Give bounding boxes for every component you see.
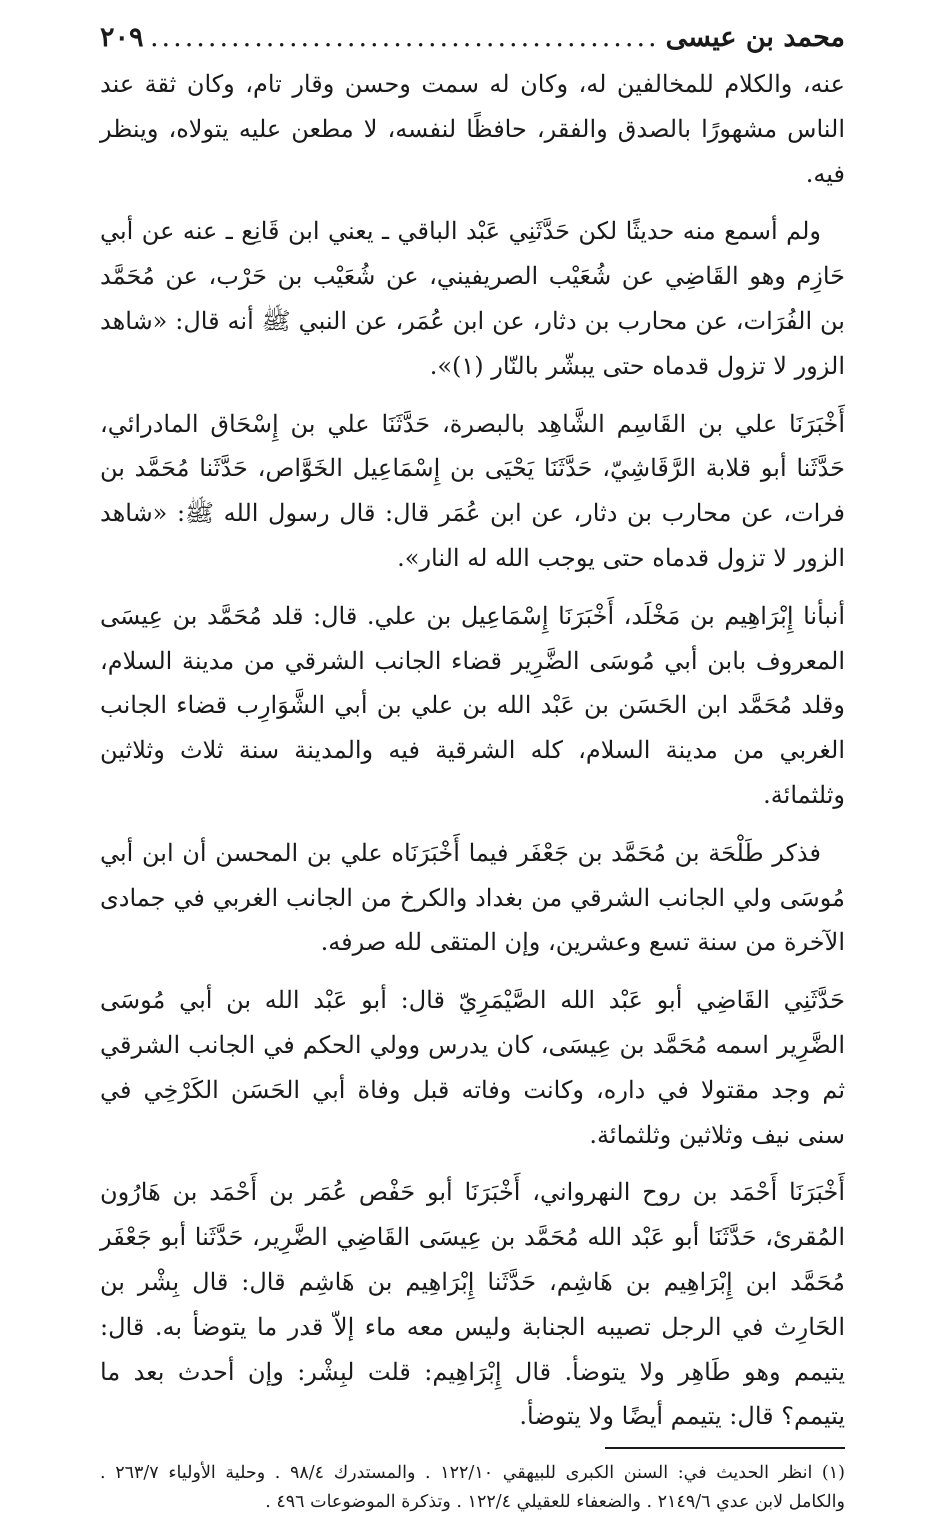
footnotes — [100, 1459, 845, 1517]
paragraph-5: فذكر طَلْحَة بن مُحَمَّد بن جَعْفَر فيما أَخْبَرَنَاه علي بن المحسن أن ابن أبي مُوسَى ولي الجانب الشرقي من بغداد والكرخ من الجانب الغربي في جمادى الآخرة من سنة تسع وعشرين، وإن المتقى لله صرفه. — [100, 838, 845, 957]
paragraph-4: أنبأنا إِبْرَاهِيم بن مَخْلَد، أَخْبَرَنَا إِسْمَاعِيل بن علي. قال: قلد مُحَمَّد بن عِيسَى المعروف بابن أبي مُوسَى الضَّرِير قضاء الجانب الشرقي من مدينة السلام، وقلد مُحَمَّد ابن الحَسَن بن عَبْد الله بن علي بن أبي الشَّوَارِب قضاء الجانب الغربي من مدينة السلام، كله الشرقية فيه والمدينة سنة ثلاث وثلاثين وثلثمائة. — [100, 601, 845, 809]
running-header — [100, 18, 845, 62]
paragraph-2: ولم أسمع منه حديثًا لكن حَدَّثَنِي عَبْد الباقي ـ يعني ابن قَانِع ـ عنه عن أبي حَازِم وهو القَاضِي عن شُعَيْب الصريفيني، عن شُعَيْب بن حَرْب، عن مُحَمَّد بن الفُرَات، عن محارب بن دثار، عن ابن عُمَر، عن النبي ﷺ أنه قال: «شاهد الزور لا تزول قدماه حتى يبشّر بالنّار (١)». — [100, 217, 845, 380]
paragraph-3: أَخْبَرَنَا علي بن القَاسِم الشَّاهِد بالبصرة، حَدَّثَنَا علي بن إِسْحَاق المادرائي، حَدَّثَنا أبو قلابة الرَّقَاشِيّ، حَدَّثَنَا يَحْيَى بن إِسْمَاعِيل الخَوَّاص، حَدَّثَنا مُحَمَّد بن فرات، عن محارب بن دثار، عن ابن عُمَر قال: قال رسول الله ﷺ: «شاهد الزور لا تزول قدماه حتى يوجب الله له النار». — [100, 409, 845, 572]
paragraph-7: أَخْبَرَنَا أَحْمَد بن روح النهرواني، أَخْبَرَنَا أبو حَفْص عُمَر بن أَحْمَد بن هَارُون المُقرئ، حَدَّثَنَا أبو عَبْد الله مُحَمَّد بن عِيسَى القَاضِي الضَّرِير، حَدَّثَنا أبو جَعْفَر مُحَمَّد ابن إِبْرَاهِيم بن هَاشِم، حَدَّثَنا إِبْرَاهِيم بن هَاشِم قال: قال بِشْر بن الحَارِث في الرجل تصيبه الجنابة وليس معه ماء إلاّ قدر ما يتوضأ به. قال: يتيمم وهو طَاهِر ولا يتوضأ. قال إِبْرَاهِيم: قلت لبِشْر: وإن أحدث بعد ما يتيمم؟ قال: يتيمم أيضًا ولا يتوضأ. — [100, 1178, 845, 1431]
page-number: ٢٠٩ — [100, 22, 144, 53]
footnote-divider — [605, 1447, 845, 1449]
paragraph-6: حَدَّثَنِي القَاضِي أبو عَبْد الله الصَّيْمَرِيّ قال: أبو عَبْد الله بن أبي مُوسَى الضَّرِير اسمه مُحَمَّد بن عِيسَى، كان يدرس وولي الحكم في الجانب الشرقي ثم وجد مقتولا في داره، وكانت وفاته قبل وفاة أبي الحَسَن الكَرْخِي في سنى نيف وثلاثين وثلثمائة. — [100, 986, 845, 1149]
paragraph-1: عنه، والكلام للمخالفين له، وكان له سمت وحسن وقار تام، وكان ثقة عند الناس مشهورًا بالصدق والفقر، حافظًا لنفسه، لا مطعن عليه يتولاه، وينظر فيه. — [100, 70, 845, 188]
header-leader-dots — [150, 18, 660, 58]
body-text — [100, 62, 845, 1439]
header-title: محمد بن عيسى — [665, 22, 845, 53]
footnote-1: (١) انظر الحديث في: السنن الكبرى للبيهقي ١٢٢/١٠ . والمستدرك ٩٨/٤ . وحلية الأولياء ٢٦٣/٧ . والكامل لابن عدي ٢١٤٩/٦ . والضعفاء للعقيلي ١٢٢/٤ . وتذكرة الموضوعات ٤٩٦ . — [100, 1463, 845, 1513]
